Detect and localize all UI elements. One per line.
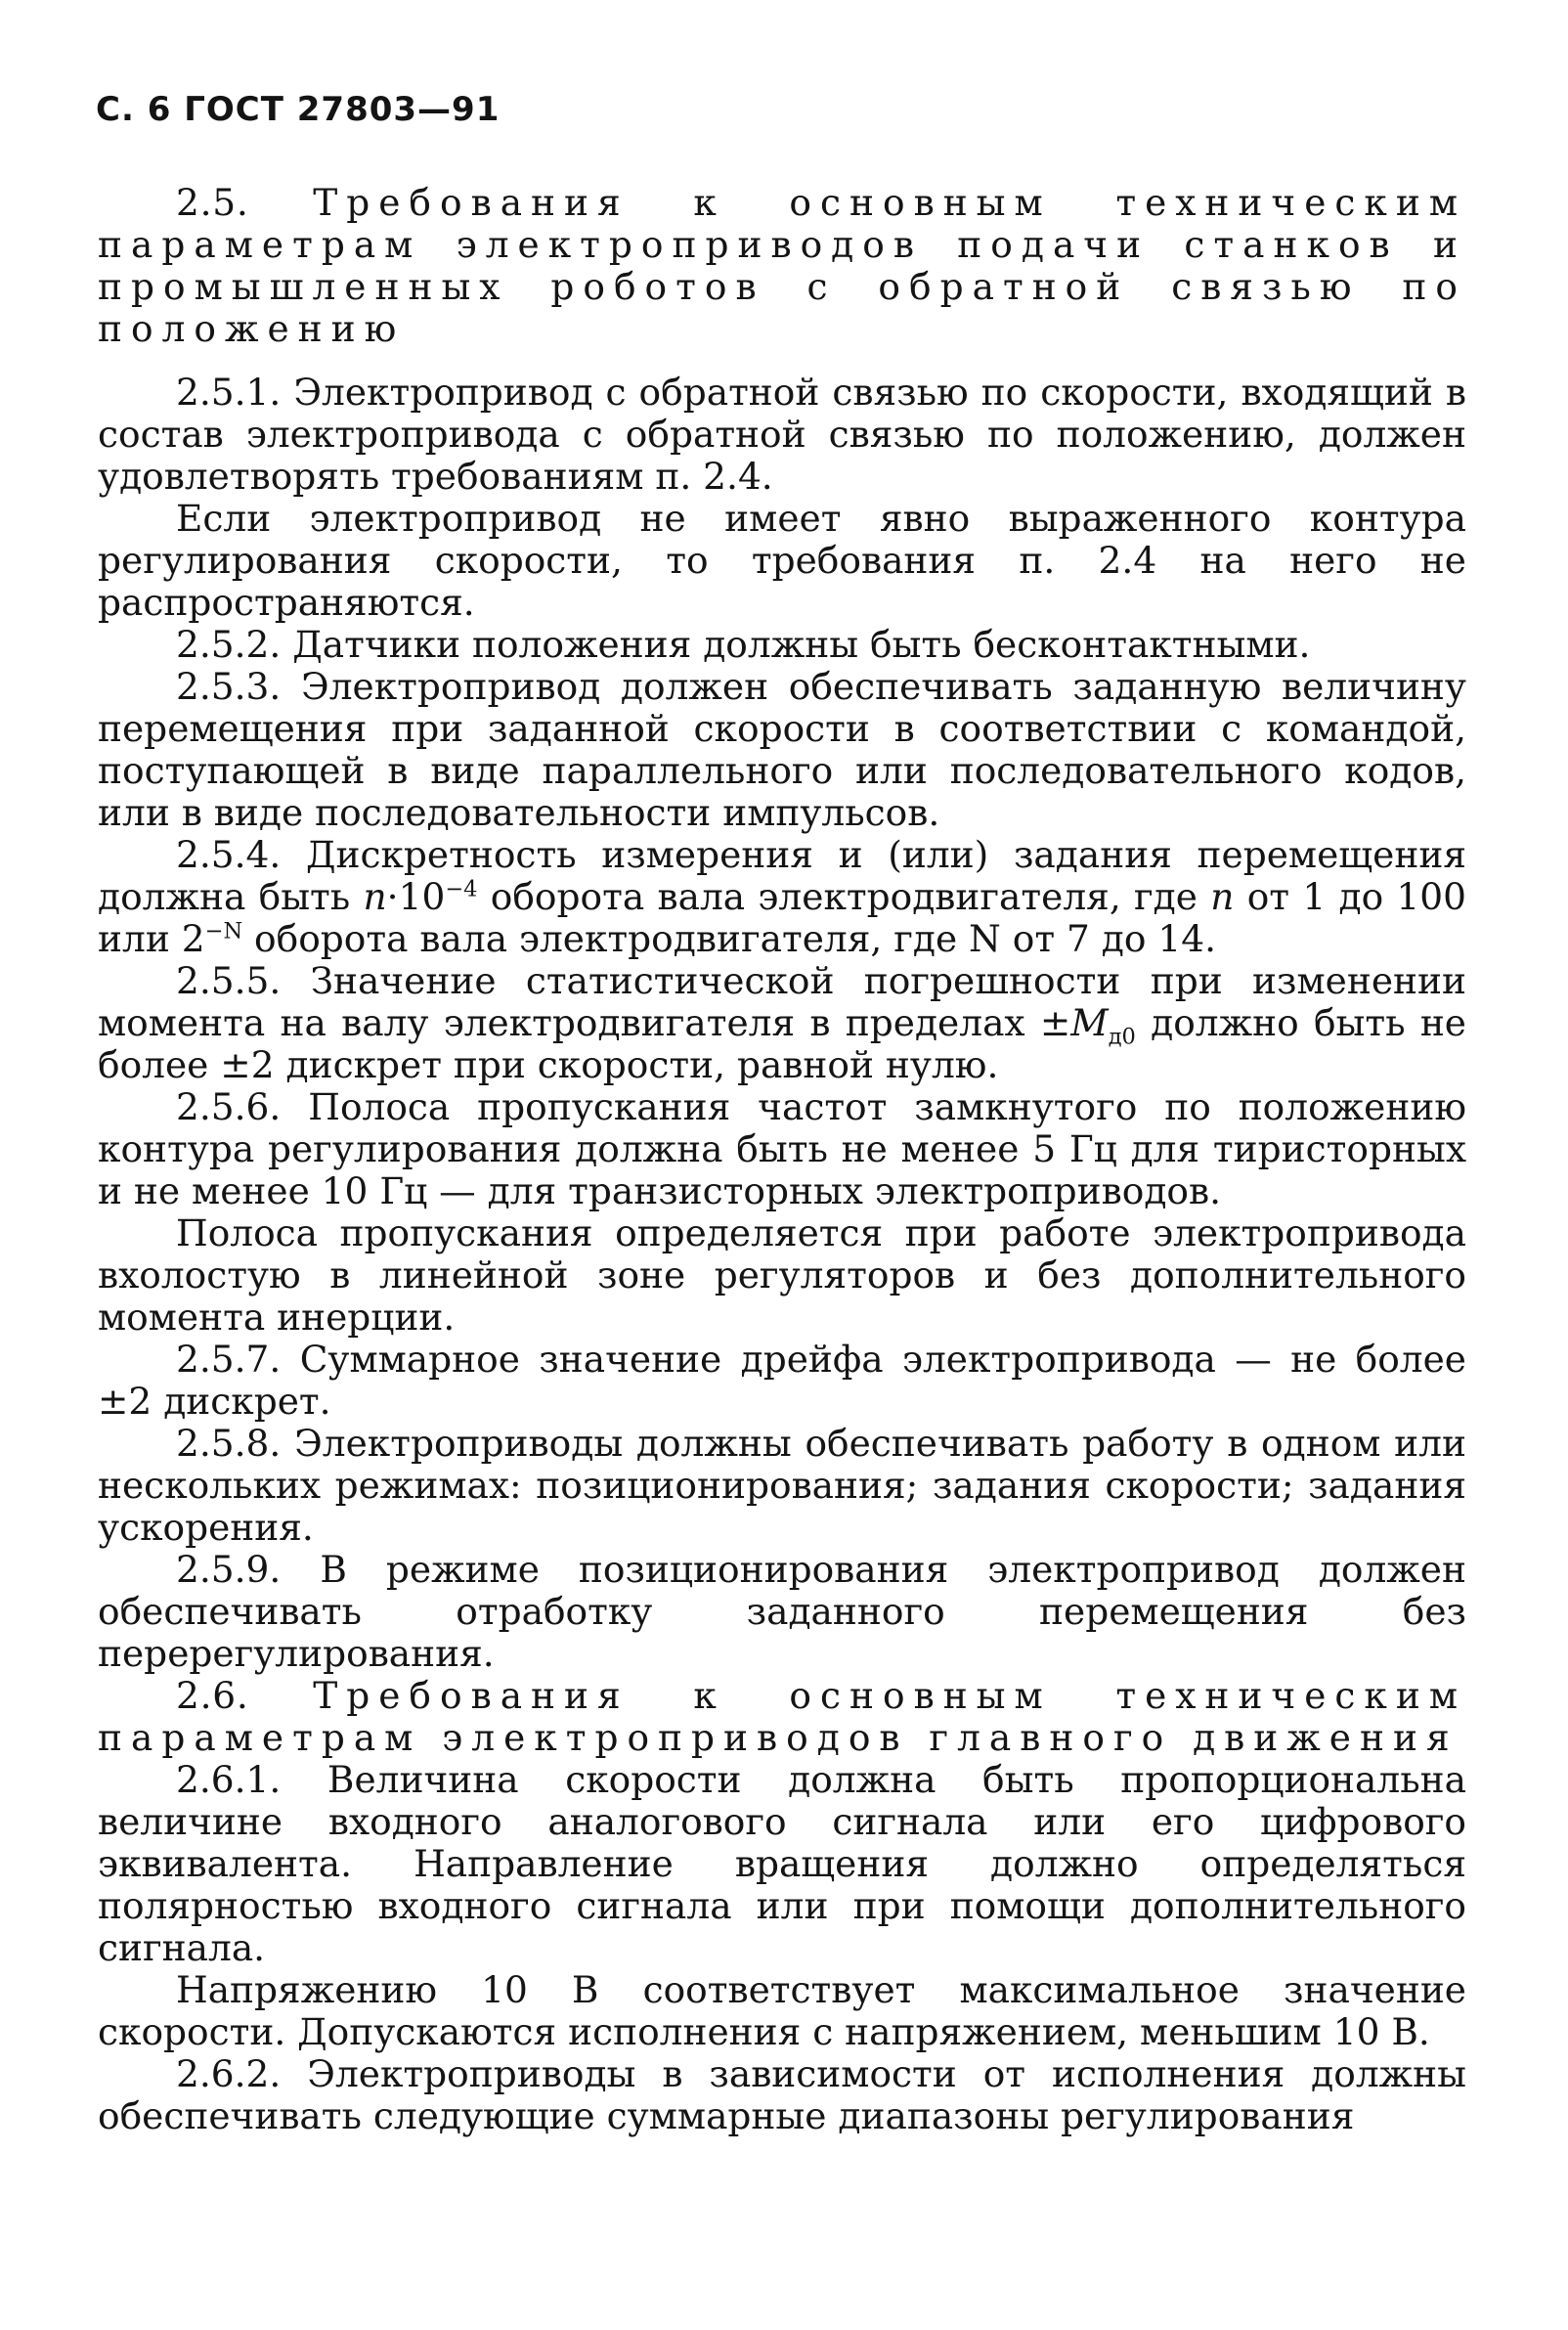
- paragraph-2-5-1-note: Если электропривод не имеет явно выраженного контура регулирования скорости, то требования п. 2.4 на него не распространяются.: [98, 497, 1466, 624]
- paragraph-2-5-6-note: Полоса пропускания определяется при работе электропривода вхолостую в линейной зоне регуляторов и без дополнительного момента инерции.: [98, 1211, 1466, 1339]
- paragraph-2-6-1-note: Напряжению 10 В соответствует максимальное значение скорости. Допускаются исполнения с напряжением, меньшим 10 В.: [98, 1968, 1466, 2053]
- paragraph-2-5-6: 2.5.6. Полоса пропускания частот замкнутого по положению контура регулирования должна быть не менее 5 Гц для тиристорных и не менее 10 Гц — для транзисторных электроприводов.: [98, 1085, 1466, 1212]
- paragraph-2-5-1: 2.5.1. Электропривод с обратной связью по скорости, входящий в состав электропривода с обратной связью по положению, должен удовлетворять требованиям п. 2.4.: [98, 371, 1466, 498]
- page-header: С. 6 ГОСТ 27803—91: [96, 90, 501, 129]
- paragraph-2-5-5: 2.5.5. Значение статистической погрешности при изменении момента на валу электродвигателя в пределах $\pm M_{д0}$ должно быть не более ±2 дискрет при скорости, равной нулю.: [98, 959, 1466, 1086]
- section-heading-2-6: 2.6. Требования к основным техническим параметрам электроприводов главного движения: [98, 1674, 1467, 1759]
- paragraph-2-6-1: 2.6.1. Величина скорости должна быть пропорциональна величине входного аналогового сигнала или его цифрового эквивалента. Направление вращения должно определяться полярностью входного сигнала или при помощи дополнительного сигнала.: [98, 1758, 1466, 1969]
- paragraph-2-5-9: 2.5.9. В режиме позиционирования электропривод должен обеспечивать отработку заданного перемещения без перерегулирования.: [98, 1548, 1466, 1675]
- paragraph-2-6-2: 2.6.2. Электроприводы в зависимости от исполнения должны обеспечивать следующие суммарные диапазоны регулирования: [98, 2052, 1466, 2137]
- paragraph-2-5-8: 2.5.8. Электроприводы должны обеспечивать работу в одном или нескольких режимах: позиционирования; задания скорости; задания ускорения.: [98, 1422, 1466, 1549]
- paragraph-2-5-7: 2.5.7. Суммарное значение дрейфа электропривода — не более ±2 дискрет.: [98, 1338, 1466, 1423]
- paragraph-2-5-2: 2.5.2. Датчики положения должны быть бесконтактными.: [176, 623, 1311, 666]
- paragraph-2-5-3: 2.5.3. Электропривод должен обеспечивать заданную величину перемещения при заданной скорости в соответствии с командой, поступающей в виде параллельного или последовательного кодов, или в виде последовательности импульсов.: [98, 665, 1466, 834]
- paragraph-2-5-4: 2.5.4. Дискретность измерения и (или) задания перемещения должна быть $n\cdot 10^{-4}$ оборота вала электродвигателя, где n от 1 до 100 или $2^{-N}$ оборота вала электродвигателя, где N от 7 до 14.: [98, 833, 1467, 960]
- document-body: [98, 182, 1466, 2137]
- section-heading-2-5: 2.5. Требования к основным техническим параметрам электроприводов подачи станков и промышленных роботов с обратной связью по положению: [98, 181, 1467, 350]
